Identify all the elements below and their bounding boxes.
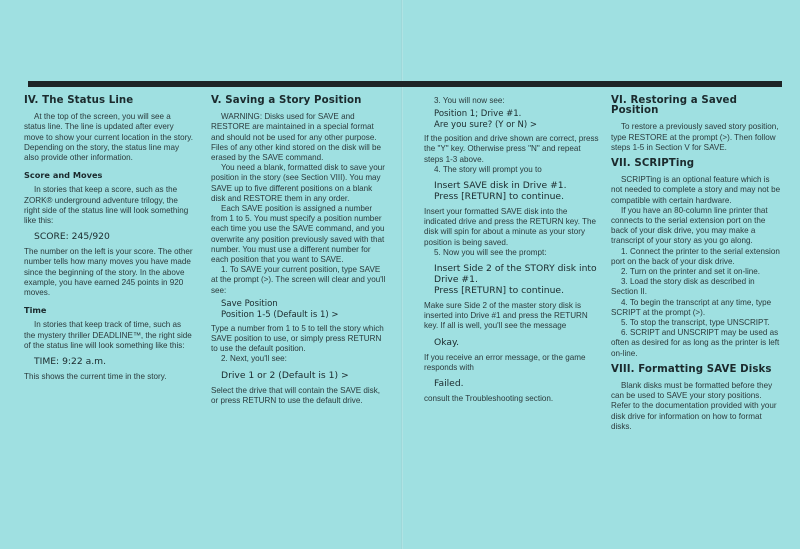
paragraph: 1. Connect the printer to the serial extension port on the back of your disk drive. <box>611 246 780 266</box>
display-line: Are you sure? (Y or N) > <box>434 120 538 131</box>
section-heading-status-line: IV. The Status Line <box>24 95 134 106</box>
column-saving-continued <box>424 96 601 404</box>
paragraph: At the top of the screen, you will see a status line. The line is updated after every move to show your current location in the story. Depending on the story, the status line may also provide other information. <box>24 112 193 163</box>
section-heading-restoring: VI. Restoring a Saved Position <box>611 95 737 117</box>
paragraph: 3. Load the story disk as described in Section II. <box>611 277 755 297</box>
display-okay: Okay. <box>434 336 460 348</box>
paragraph: Each SAVE position is assigned a number from 1 to 5. You must specify a position number each time you use the SAVE command, and you overwrite any position previously saved with that number. You must use a different number for each position that you want to SAVE. <box>211 204 385 265</box>
paragraph: 4. To begin the transcript at any time, type SCRIPT at the prompt (>). <box>611 297 772 317</box>
section-heading-formatting: VIII. Formatting SAVE Disks <box>611 363 772 375</box>
paragraph: 5. Now you will see the prompt: <box>434 247 547 257</box>
paragraph: Blank disks must be formatted before they can be used to SAVE your story positions. Refer to the documentation provided with your disk drive for information on how to format disks. <box>611 381 777 431</box>
paragraph: 4. The story will prompt you to <box>434 164 542 174</box>
paragraph: If you have an 80-column line printer that connects to the serial extension port on the back of your disk drive, you may make a transcript of your story as you go along. <box>611 205 768 246</box>
display-line: Position 1-5 (Default is 1) > <box>221 309 339 320</box>
column-restore-script <box>611 96 783 432</box>
paragraph: 3. You will now see: <box>434 96 505 105</box>
paragraph: 1. To SAVE your current position, type SAVE at the prompt (>). The screen will clear and you'll see: <box>211 265 386 295</box>
paragraph: Make sure Side 2 of the master story disk is inserted into Drive #1 and press the RETURN key. If all is well, you'll see the message <box>424 301 588 331</box>
paragraph: In stories that keep track of time, such as the mystery thriller DEADLINE™, the right side of the status line will look something like this: <box>24 320 192 350</box>
display-line: Drive #1. <box>434 274 478 286</box>
paragraph: 5. To stop the transcript, type UNSCRIPT. <box>621 318 770 328</box>
display-example-time: TIME: 9:22 a.m. <box>34 356 107 368</box>
paragraph: WARNING: Disks used for SAVE and RESTORE are maintained in a special format and should not be used for any other purpose. Files of any other kind stored on the disk will be erased by the SAVE command. <box>211 112 382 163</box>
paragraph: consult the Troubleshooting section. <box>424 394 554 404</box>
section-heading-saving: V. Saving a Story Position <box>211 95 362 106</box>
paragraph: If the position and drive shown are correct, press the "Y" key. Otherwise press "N" and repeat steps 1-3 above. <box>424 134 599 164</box>
paragraph: If you receive an error message, or the game responds with <box>424 352 586 372</box>
paragraph: 2. Next, you'll see: <box>221 354 287 364</box>
paragraph: SCRIPTing is an optional feature which is not needed to complete a story and may not be compatible with certain hardware. <box>611 175 781 205</box>
column-status-line <box>24 96 194 382</box>
subheading-time: Time <box>24 305 47 316</box>
paragraph: The number on the left is your score. The other number tells how many moves you have made since the beginning of the story. In the above example, you have earned 245 points in 920 moves. <box>24 247 193 298</box>
display-drive-prompt: Drive 1 or 2 (Default is 1) > <box>221 369 349 381</box>
paragraph: In stories that keep a score, such as the ZORK® underground adventure trilogy, the right side of the status line will look something like this: <box>24 185 189 226</box>
display-example-score: SCORE: 245/920 <box>34 231 110 243</box>
subheading-score-moves: Score and Moves <box>24 170 103 181</box>
display-save-prompt <box>221 299 386 321</box>
display-confirm-prompt <box>434 109 601 131</box>
section-heading-scripting: VII. SCRIPTing <box>611 158 695 170</box>
paragraph: 6. SCRIPT and UNSCRIPT may be used as often as desired for as long as the printer is left on-line. <box>611 328 780 358</box>
display-line: Insert Side 2 of the STORY disk into <box>434 263 597 275</box>
display-line: Press [RETURN] to continue. <box>434 285 564 297</box>
column-saving <box>211 96 386 406</box>
display-line: Save Position <box>221 298 278 309</box>
display-insert-story-disk <box>434 263 601 296</box>
display-line: Position 1; Drive #1. <box>434 109 522 120</box>
paragraph: 2. Turn on the printer and set it on-line. <box>621 267 761 277</box>
paragraph: To restore a previously saved story position, type RESTORE at the prompt (>). Then follow steps 1-5 in Section V for SAVE. <box>611 122 779 152</box>
display-line: Insert SAVE disk in Drive #1. <box>434 180 567 192</box>
header-rule <box>28 81 782 87</box>
display-failed: Failed. <box>434 378 464 390</box>
paragraph: This shows the current time in the story. <box>24 372 167 382</box>
paragraph: Insert your formatted SAVE disk into the indicated drive and press the RETURN key. The disk will spin for about a minute as your story position is being saved. <box>424 207 596 247</box>
display-line: Press [RETURN] to continue. <box>434 191 564 203</box>
display-insert-save-disk <box>434 180 601 202</box>
paragraph: You need a blank, formatted disk to save your position in the story (see Section VIII). You may SAVE up to five different positions on a blank disk and RESTORE them in any order. <box>211 163 385 203</box>
paragraph: Select the drive that will contain the SAVE disk, or press RETURN to use the default drive. <box>211 385 381 405</box>
paragraph: Type a number from 1 to 5 to tell the story which SAVE position to use, or simply press RETURN to use the default position. <box>211 323 384 354</box>
